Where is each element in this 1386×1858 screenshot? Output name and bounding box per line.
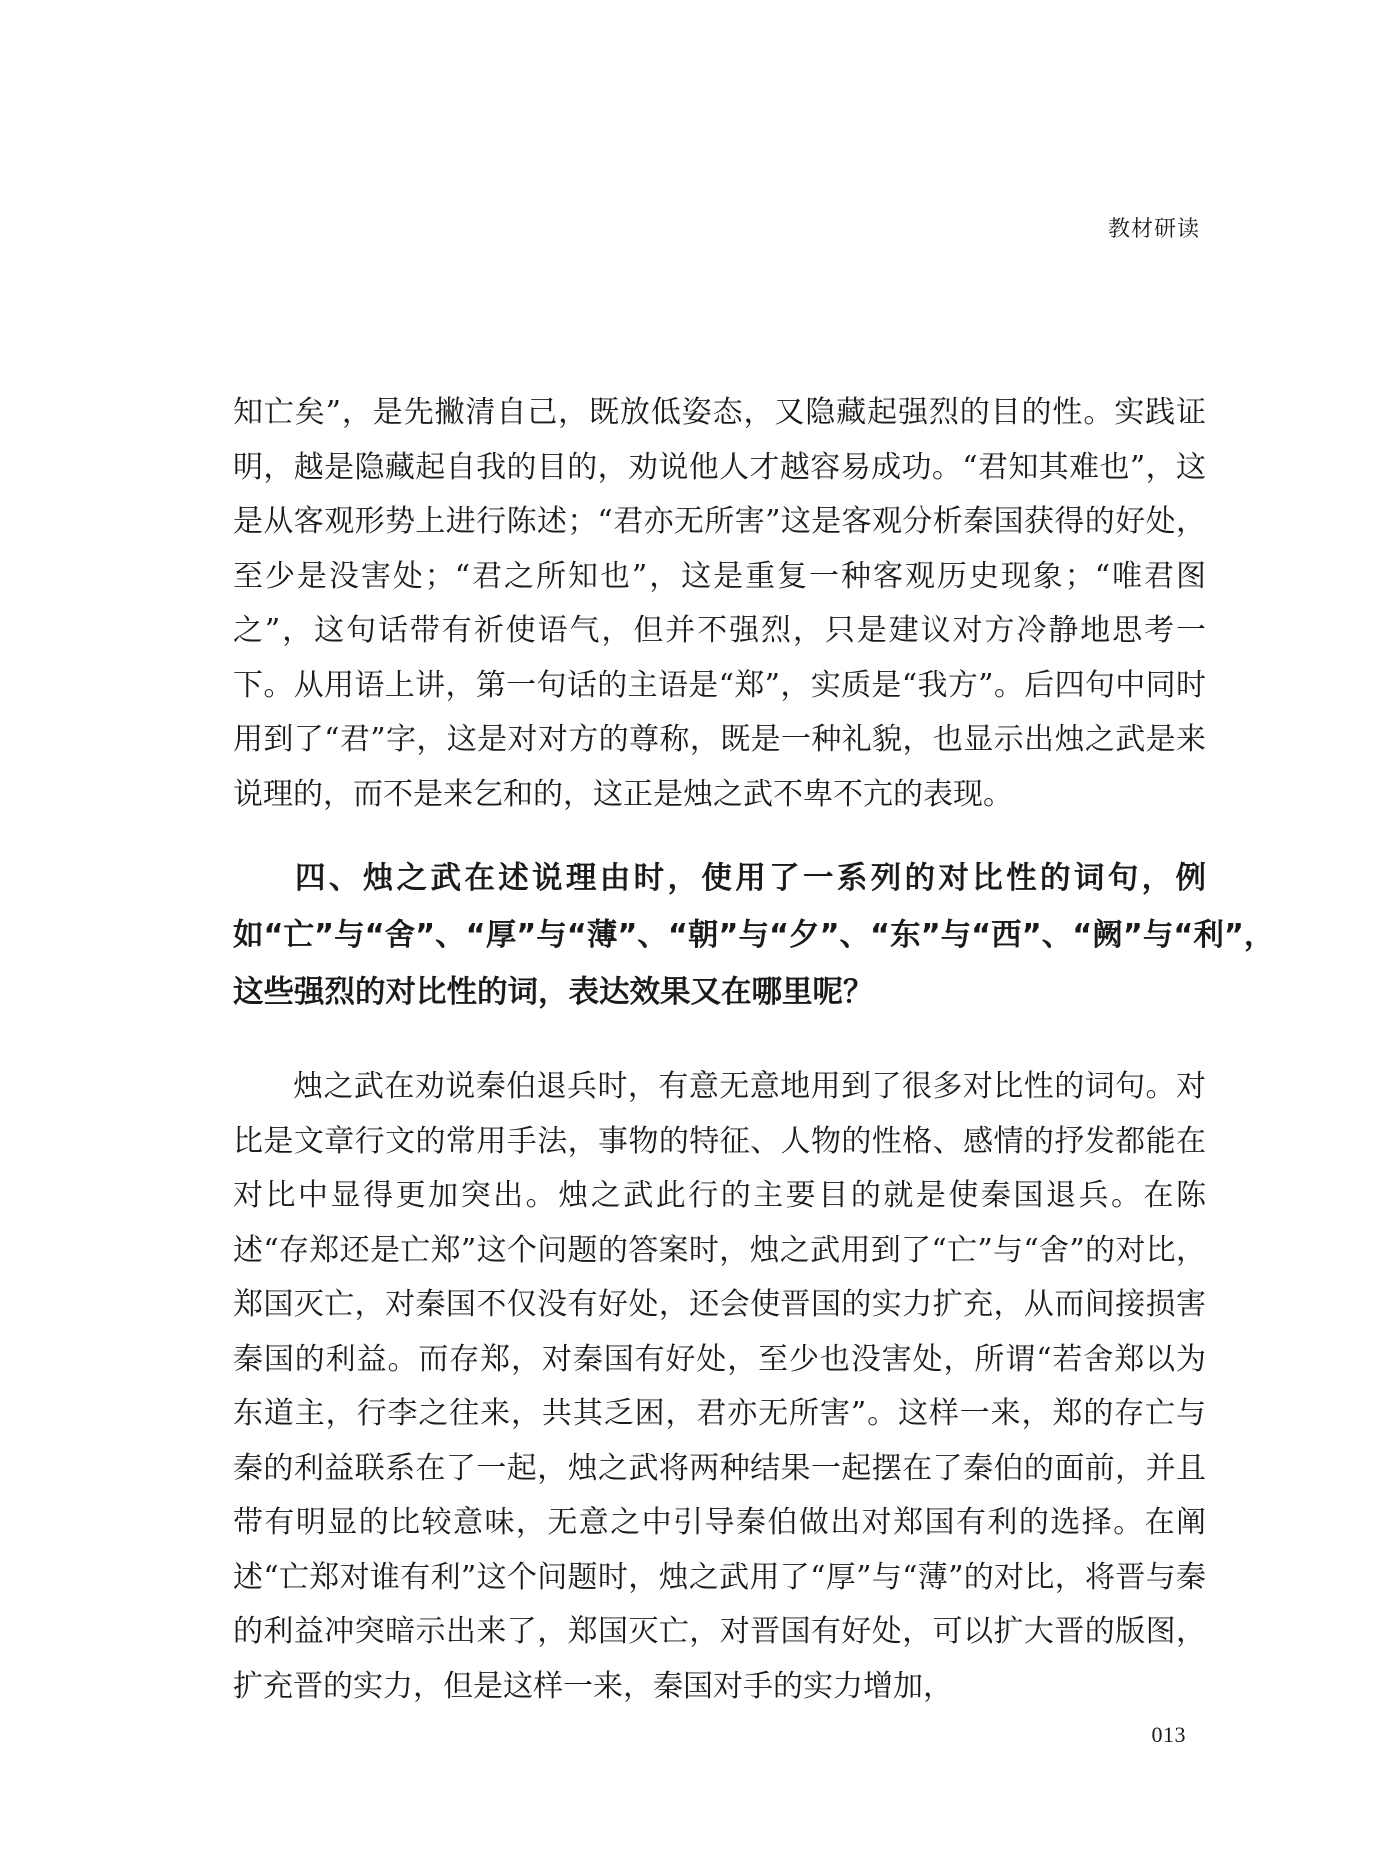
body-paragraph-continued: 知亡矣”，是先撇清自己，既放低姿态，又隐藏起强烈的目的性。实践证明，越是隐藏起自我的目的，劝说他人才越容易成功。“君知其难也”，这是从客观形势上进行陈述；“君亦无所害”这是客观分析秦国获得的好处，至少是没害处；“君之所知也”，这是重复一种客观历史现象；“唯君图之”，这句话带有祈使语气，但并不强烈，只是建议对方冷静地思考一下。从用语上讲，第一句话的主语是“郑”，实质是“我方”。后四句中同时用到了“君”字，这是对对方的尊称，既是一种礼貌，也显示出烛之武是来说理的，而不是来乞和的，这正是烛之武不卑不亢的表现。 [233,395,1206,812]
body-paragraph-answer: 烛之武在劝说秦伯退兵时，有意无意地用到了很多对比性的词句。对比是文章行文的常用手法，事物的特征、人物的性格、感情的抒发都能在对比中显得更加突出。烛之武此行的主要目的就是使秦国退兵。在陈述“存郑还是亡郑”这个问题的答案时，烛之武用到了“亡”与“舍”的对比，郑国灭亡，对秦国不仅没有好处，还会使晋国的实力扩充，从而间接损害秦国的利益。而存郑，对秦国有好处，至少也没害处，所谓“若舍郑以为东道主，行李之往来，共其乏困，君亦无所害”。这样一来，郑的存亡与秦的利益联系在了一起，烛之武将两种结果一起摆在了秦伯的面前，并且带有明显的比较意味，无意之中引导秦伯做出对郑国有利的选择。在阐述“亡郑对谁有利”这个问题时，烛之武用了“厚”与“薄”的对比，将晋与秦的利益冲突暗示出来了，郑国灭亡，对晋国有好处，可以扩大晋的版图，扩充晋的实力，但是这样一来，秦国对手的实力增加， [233,1069,1206,1704]
question-heading: 四、烛之武在述说理由时，使用了一系列的对比性的词句，例如“亡”与“舍”、“厚”与“薄”、“朝”与“夕”、“东”与“西”、“阙”与“利”，这些强烈的对比性的词，表达效果又在哪里呢？ [233,861,1275,1010]
running-header: 教材研读 [1107,217,1200,242]
page-number: 013 [1151,1722,1186,1747]
